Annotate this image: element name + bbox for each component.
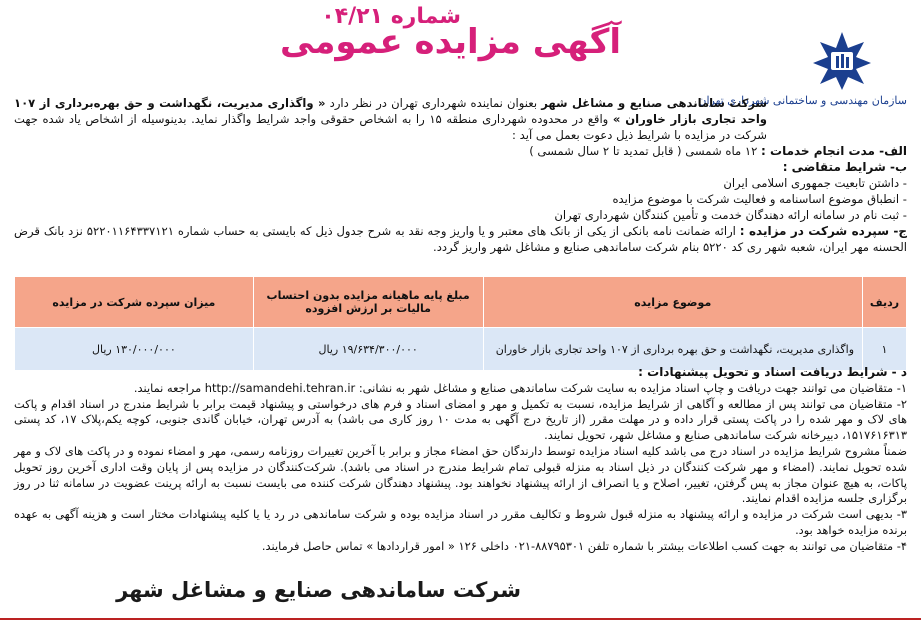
notice-number: شماره ۰۴/۲۱ xyxy=(321,4,461,29)
bottom-divider xyxy=(0,618,921,620)
intro-text-2: واقع در محدوده شهرداری منطقه ۱۵ را به اشخاص حقوقی واجد شرایط واگذار نماید. بدینوسیله از اشخاص یاد شده جهت شرکت در مزایده با شرایط ذیل دعوت بعمل می آید : xyxy=(14,112,767,142)
be-item: - ثبت نام در سامانه ارائه دهندگان خدمت و تأمین کنندگان شهرداری تهران xyxy=(554,208,907,222)
footer-company-name: شرکت ساماندهی صنایع و مشاغل شهر xyxy=(116,578,521,602)
be-item: - انطباق موضوع اساسنامه و فعالیت شرکت با موضوع مزایده xyxy=(612,192,907,206)
section-jim xyxy=(14,223,907,255)
table-cell: ۱ xyxy=(863,328,907,371)
table-cell: ۱۹/۶۳۴/۳۰۰/۰۰۰ ریال xyxy=(253,328,483,371)
table-header: موضوع مزایده xyxy=(483,277,863,328)
condition-paragraph: ۳- بدیهی است شرکت در مزایده و ارائه پیشنهاد به منزله قبول شروط و تکالیف مقرر در اسناد مزایده بوده و شرکت ساماندهی در رد یا یا کلیه پیشنهادات مختار است و هزینه آگهی به عهده برنده مزایده خواهد بود. xyxy=(14,507,907,537)
section-be-label: ب- شرایط متقاضی : xyxy=(782,160,907,174)
table-header: ردیف xyxy=(863,277,907,328)
jim-label: ج- سپرده شرکت در مزایده : xyxy=(739,224,908,238)
alef-text: ۱۲ ماه شمسی ( قابل تمدید تا ۲ سال شمسی ) xyxy=(529,144,762,158)
jim-text: ارائه ضمانت نامه بانکی از یکی از بانک های معتبر و یا واریز وجه نقد به شرح جدول ذیل که بایستی به حساب شماره ۵۲۲۰۱۱۶۴۳۳۷۱۲۱ نزد بانک قرض الحسنه مهر ایران، شعبه شهر ری کد ۵۲۲۰ بنام شرکت ساماندهی صنایع و مشاغل شهر واریز گردد. xyxy=(14,224,907,254)
condition-paragraph: ۱- متقاضیان می توانند جهت دریافت و چاپ اسناد مزایده به سایت شرکت ساماندهی صنایع و مشاغل شهر به نشانی: http://samandehi.tehran.ir مراجعه نمایند. xyxy=(133,380,907,395)
intro-paragraph xyxy=(14,95,767,143)
notice-title: آگهی مزایده عمومی xyxy=(279,22,621,62)
table-cell: ۱۳۰/۰۰۰/۰۰۰ ریال xyxy=(15,328,254,371)
table-header: مبلغ پایه ماهیانه مزایده بدون احتساب مالیات بر ارزش افزوده xyxy=(253,277,483,328)
logo-caption: سازمان مهندسی و ساختمانی شهرداری تهران xyxy=(698,94,907,107)
company-name: شرکت ساماندهی صنایع و مشاغل شهر xyxy=(541,96,767,110)
conditions-section xyxy=(14,365,907,555)
intro-section xyxy=(14,95,907,255)
dal-label: د - شرایط دریافت اسناد و تحویل پیشنهادات : xyxy=(638,365,907,379)
condition-paragraph: ۴- متقاضیان می توانند به جهت کسب اطلاعات بیشتر با شماره تلفن ۸۸۷۹۵۳۰۱-۰۲۱ داخلی ۱۲۶ « امور قراردادها » تماس حاصل فرمایند. xyxy=(261,538,907,553)
table-header-row xyxy=(15,277,907,328)
intro-subject: « واگذاری مدیریت، نگهداشت و حق بهره‌برداری از ۱۰۷ واحد تجاری بازار خاوران » xyxy=(14,96,768,126)
condition-paragraph: ۲- متقاضیان می توانند پس از مطالعه و آگاهی از شرایط مزایده، نسبت به تکمیل و مهر و امضای اسناد و فرم های درخواستی و پیشنهاد قیمت برابر با شرایط مندرج در اسناد اقدام و پاکت های لاک و مهر شده را در پاکت پستی قرار داده و در مهلت مقرر (از تاریخ درج آگهی به مدت ۱۰ روز کاری می باشد) به آدرس تهران، خیابان گاندی جنوبی، کوچه یکم،پلاک ۱۷، کد پستی ۱۵۱۷۶۱۶۳۱۳، دبیرخانه شرکت ساماندهی صنایع و مشاغل شهر، تحویل نمایند. xyxy=(14,396,907,443)
section-alef xyxy=(14,143,907,159)
alef-label: الف- مدت انجام خدمات : xyxy=(761,144,907,158)
be-item: - داشتن تابعیت جمهوری اسلامی ایران xyxy=(723,176,907,190)
logo-emblem-icon xyxy=(811,30,873,92)
auction-table xyxy=(14,276,907,371)
intro-text-1: بعنوان نماینده شهرداری تهران در نظر دارد xyxy=(325,96,542,110)
condition-paragraph: ضمناً مشروح شرایط مزایده در اسناد درج می باشد کلیه اسناد مزایده توسط دارندگان حق امضاء مجاز و برابر با آخرین تغییرات روزنامه رسمی، مهر و امضاء نموده و در پاکت های لاک و مهر شده تحویل نمایند. (امضاء و مهر شرکت کنندگان در ذیل اسناد به منزله قبولی تمام شرایط مندرج در اسناد می باشد). شرکت‌کنندگان در مزایده پس از پایان وقت اداری آخرین روز تحویل پاکات، به هیچ عنوان مجاز به پس گرفتن، تغییر، اصلاح و یا انصراف از ارائه پیشنهاد نخواهند بود. پیشنهاد دهندگان شرکت کننده می بایست نسبت به ارائه پرینت عضویت در سامانه ثنا در روز برگزاری جلسه مزایده اقدام نمایند. xyxy=(14,443,907,506)
table-header: میزان سپرده شرکت در مزایده xyxy=(15,277,254,328)
table-cell: واگذاری مدیریت، نگهداشت و حق بهره برداری از ۱۰۷ واحد تجاری بازار خاوران xyxy=(483,328,863,371)
